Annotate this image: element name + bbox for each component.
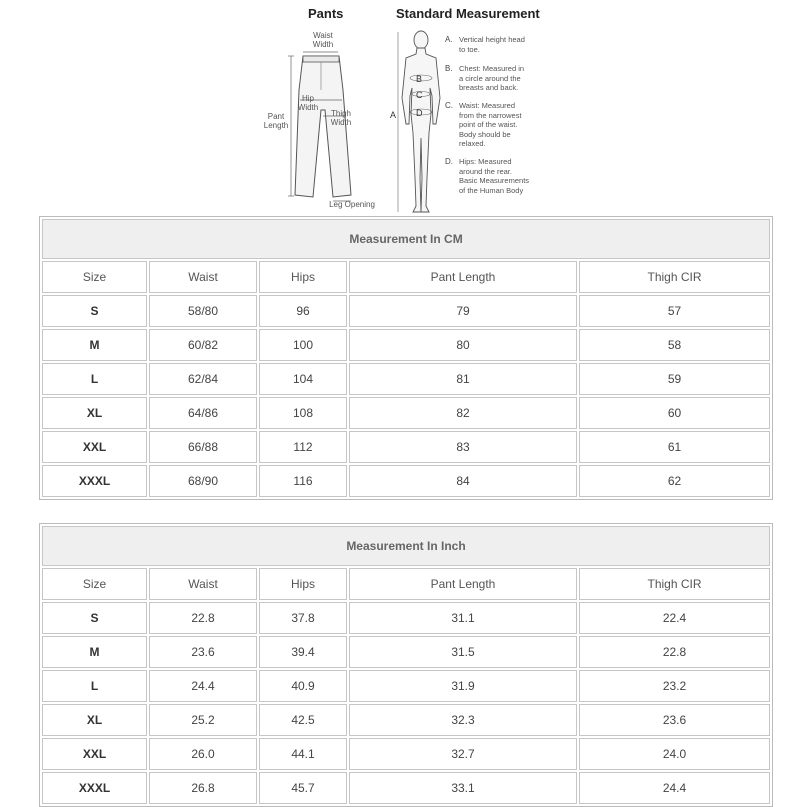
hip-width-label: Hip Width [297, 94, 319, 112]
table-cell: 57 [579, 295, 770, 327]
table-cell: 24.4 [579, 772, 770, 804]
size-cell: XXL [42, 738, 147, 770]
table-cell: 33.1 [349, 772, 577, 804]
table-cell: 23.2 [579, 670, 770, 702]
table-cell: 24.0 [579, 738, 770, 770]
table-cell: 25.2 [149, 704, 257, 736]
cm-size-table [39, 216, 773, 500]
legend-item-c: C. Waist: Measured from the narrowest point of the waist. Body should be relaxed. [445, 101, 522, 148]
table-cell: 45.7 [259, 772, 347, 804]
column-header-size: Size [42, 568, 147, 600]
table-cell: 84 [349, 465, 577, 497]
column-header-waist: Waist [149, 261, 257, 293]
table-row [42, 295, 770, 327]
size-cell: S [42, 602, 147, 634]
column-header-hips: Hips [259, 261, 347, 293]
waist-width-label: Waist Width [312, 31, 334, 49]
table-cell: 96 [259, 295, 347, 327]
table-cell: 58 [579, 329, 770, 361]
table-cell: 44.1 [259, 738, 347, 770]
table-cell: 116 [259, 465, 347, 497]
size-cell: XXL [42, 431, 147, 463]
human-body-diagram [396, 28, 446, 214]
table-cell: 108 [259, 397, 347, 429]
table-cell: 59 [579, 363, 770, 395]
figure-letter-d: D [416, 108, 423, 118]
cm-table-header [42, 261, 770, 293]
standard-measurement-title: Standard Measurement [396, 6, 540, 21]
column-header-thigh-cir: Thigh CIR [579, 568, 770, 600]
table-cell: 26.8 [149, 772, 257, 804]
figure-letter-c: C [416, 90, 423, 100]
column-header-waist: Waist [149, 568, 257, 600]
figure-letter-b: B [416, 74, 423, 84]
column-header-thigh-cir: Thigh CIR [579, 261, 770, 293]
cm-table-caption: Measurement In CM [42, 219, 770, 259]
table-cell: 32.3 [349, 704, 577, 736]
table-row [42, 363, 770, 395]
figure-letter-a: A [390, 110, 397, 120]
table-cell: 82 [349, 397, 577, 429]
table-cell: 68/90 [149, 465, 257, 497]
size-cell: XXXL [42, 772, 147, 804]
table-row [42, 670, 770, 702]
inch-table-caption: Measurement In Inch [42, 526, 770, 566]
table-cell: 60/82 [149, 329, 257, 361]
table-cell: 64/86 [149, 397, 257, 429]
table-cell: 60 [579, 397, 770, 429]
table-cell: 79 [349, 295, 577, 327]
table-cell: 23.6 [149, 636, 257, 668]
size-cell: XL [42, 704, 147, 736]
table-cell: 37.8 [259, 602, 347, 634]
size-cell: L [42, 363, 147, 395]
inch-size-table [39, 523, 773, 807]
table-cell: 81 [349, 363, 577, 395]
table-row [42, 431, 770, 463]
table-cell: 31.1 [349, 602, 577, 634]
size-cell: M [42, 329, 147, 361]
legend-item-b: B. Chest: Measured in a circle around the breasts and back. [445, 64, 525, 92]
table-cell: 22.8 [149, 602, 257, 634]
table-cell: 26.0 [149, 738, 257, 770]
table-cell: 100 [259, 329, 347, 361]
size-cell: S [42, 295, 147, 327]
table-cell: 22.8 [579, 636, 770, 668]
pant-length-label: Pant Length [263, 112, 289, 130]
pants-title: Pants [308, 6, 344, 21]
size-cell: L [42, 670, 147, 702]
size-cell: M [42, 636, 147, 668]
inch-table-header [42, 568, 770, 600]
table-cell: 62 [579, 465, 770, 497]
column-header-hips: Hips [259, 568, 347, 600]
table-row [42, 636, 770, 668]
column-header-size: Size [42, 261, 147, 293]
table-cell: 39.4 [259, 636, 347, 668]
legend-item-a: A. Vertical height head to toe. [445, 35, 525, 54]
table-row [42, 602, 770, 634]
leg-opening-label: Leg Opening [329, 200, 375, 209]
column-header-pant-length: Pant Length [349, 568, 577, 600]
table-cell: 80 [349, 329, 577, 361]
table-cell: 32.7 [349, 738, 577, 770]
table-cell: 61 [579, 431, 770, 463]
size-cell: XXXL [42, 465, 147, 497]
legend-item-d: D. Hips: Measured around the rear. Basic Measurements of the Human Body [445, 157, 530, 195]
table-cell: 22.4 [579, 602, 770, 634]
table-cell: 40.9 [259, 670, 347, 702]
table-row [42, 738, 770, 770]
table-cell: 24.4 [149, 670, 257, 702]
table-row [42, 465, 770, 497]
table-row [42, 772, 770, 804]
table-cell: 112 [259, 431, 347, 463]
table-cell: 58/80 [149, 295, 257, 327]
table-cell: 31.5 [349, 636, 577, 668]
thigh-width-label: Thigh Width [330, 109, 352, 127]
table-cell: 31.9 [349, 670, 577, 702]
table-row [42, 397, 770, 429]
table-row [42, 329, 770, 361]
column-header-pant-length: Pant Length [349, 261, 577, 293]
table-cell: 42.5 [259, 704, 347, 736]
table-cell: 23.6 [579, 704, 770, 736]
size-cell: XL [42, 397, 147, 429]
table-cell: 83 [349, 431, 577, 463]
table-row [42, 704, 770, 736]
table-cell: 104 [259, 363, 347, 395]
table-cell: 62/84 [149, 363, 257, 395]
table-cell: 66/88 [149, 431, 257, 463]
